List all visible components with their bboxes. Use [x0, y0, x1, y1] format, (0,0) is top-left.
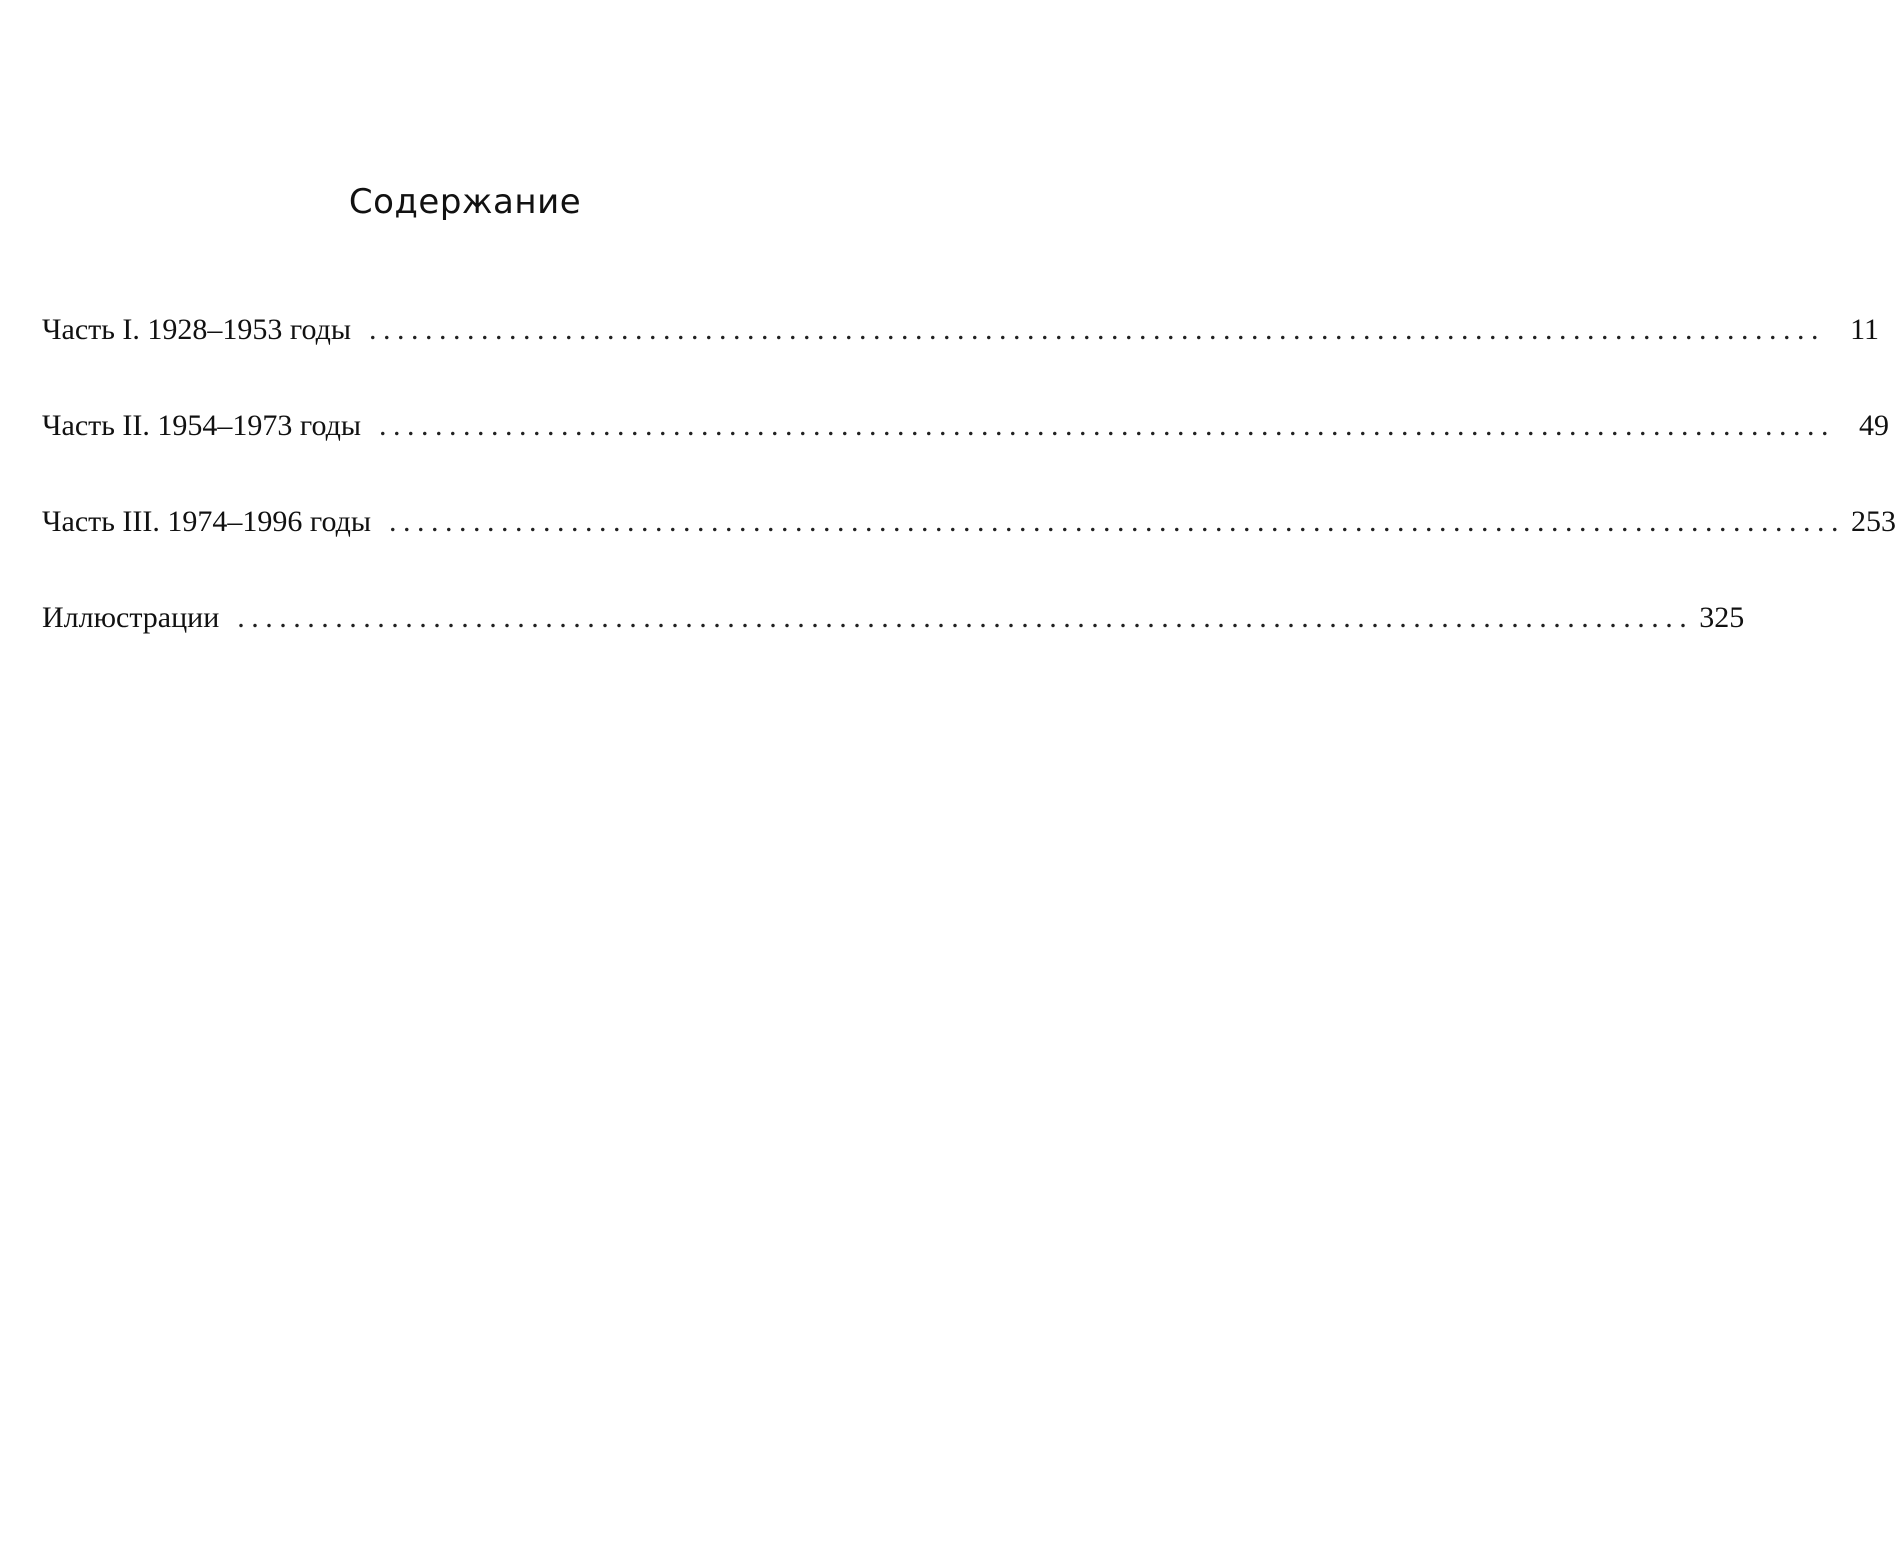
toc-entry-part-2[interactable] [42, 406, 1890, 502]
dot-leader: ........................................................................................................ [237, 601, 1694, 634]
toc-entry-illustrations[interactable] [42, 598, 1745, 694]
toc-entry-part-1[interactable] [42, 310, 1880, 406]
table-of-contents [42, 310, 1896, 694]
toc-entry-label: Иллюстрации [42, 601, 220, 634]
toc-entry-label: Часть I. 1928–1953 годы [42, 313, 352, 346]
dot-leader: ........................................................................................................ [379, 409, 1836, 442]
toc-entry-label: Часть II. 1954–1973 годы [42, 409, 362, 442]
toc-entry-label: Часть III. 1974–1996 годы [42, 505, 372, 538]
toc-entry-page: 253 [1851, 505, 1896, 538]
page-title: Содержание [348, 182, 582, 222]
dot-leader: ........................................................................................................ [369, 313, 1826, 346]
toc-entry-page: 49 [1859, 409, 1890, 442]
toc-entry-page: 325 [1699, 601, 1745, 634]
dot-leader: ........................................................................................................ [389, 505, 1846, 538]
toc-entry-page: 11 [1850, 313, 1880, 346]
toc-entry-part-3[interactable] [42, 502, 1896, 598]
